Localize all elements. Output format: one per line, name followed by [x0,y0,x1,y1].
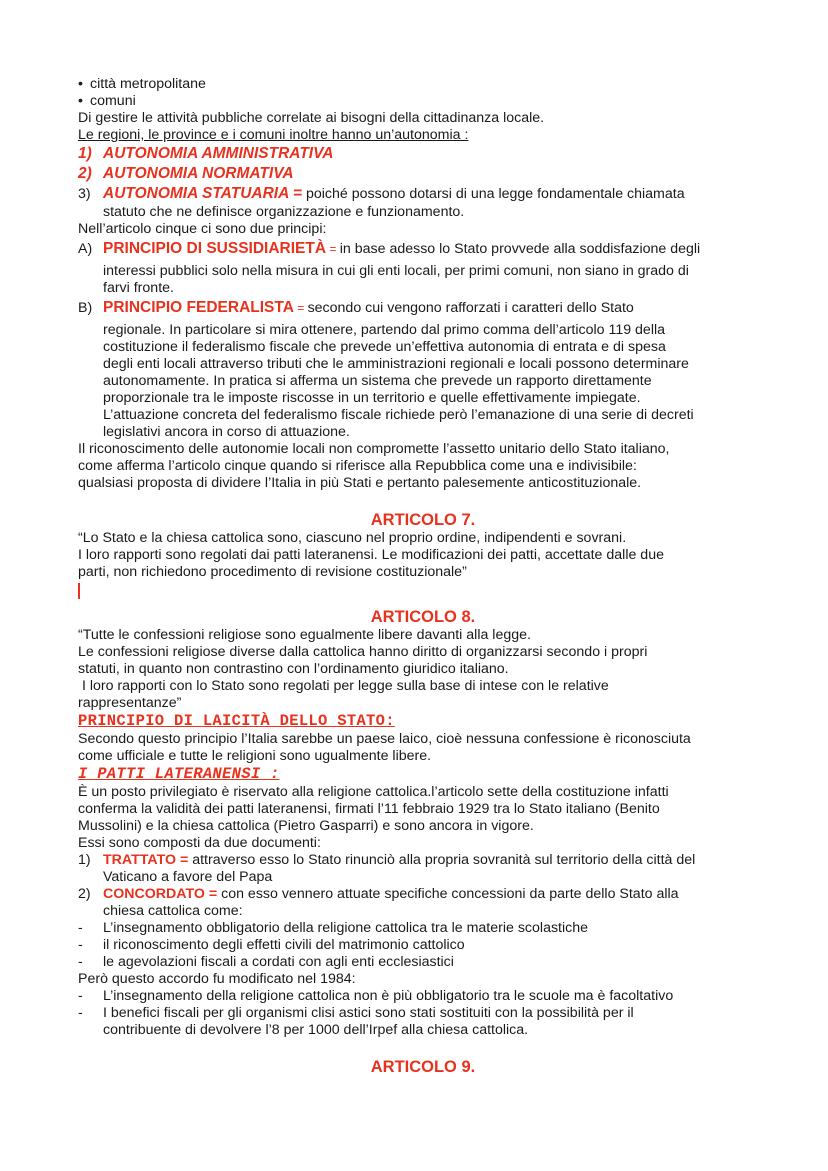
document-page [78,76,768,1077]
principle-text: proporzionale tra le imposte riscosse in un territorio e quelle effettivamente impiegate. [103,390,641,406]
principle-text: L’attuazione concreta del federalismo fiscale richiede però l’emanazione di una serie di decreti [103,407,694,423]
treaty-item-cont: Vaticano a favore del Papa [103,869,273,885]
article-text: statuti, in quanto non contrastino con l’ordinamento giuridico italiano. [78,661,509,677]
dash-item: - le agevolazioni fiscali a cordati con agli enti ecclesiastici [78,954,454,970]
principle-text: costituzione il federalismo fiscale che prevede un’effettiva autonomia di entrata e di spesa [103,339,666,355]
article-text: rappresentanze” [78,695,182,711]
article-9-heading: ARTICOLO 9. [370,1058,476,1076]
dash-item-cont: contribuente di devolvere l’8 per 1000 dell’Irpef alla chiesa cattolica. [103,1022,529,1038]
caret-icon [78,583,80,599]
paragraph: Secondo questo principio l’Italia sarebbe un paese laico, cioè nessuna confessione è riconosciuta [78,731,691,747]
principle-item: A) PRINCIPIO DI SUSSIDIARIETÀ = in base adesso lo Stato provvede alla soddisfazione degli [78,240,701,257]
dash-item: - il riconoscimento degli effetti civili del matrimonio cattolico [78,937,465,953]
dash-item: - L’insegnamento obbligatorio della religione cattolica tra le materie scolastiche [78,920,589,936]
paragraph: Mussolini) e la chiesa cattolica (Pietro Gasparri) e sono ancora in vigore. [78,818,534,834]
autonomy-item: 3) AUTONOMIA STATUARIA = poiché possono dotarsi di una legge fondamentale chiamata [78,185,685,202]
article-text: Le confessioni religiose diverse dalla cattolica hanno diritto di organizzarsi secondo i propri [78,644,648,660]
article-text: I loro rapporti sono regolati dai patti lateranensi. Le modificazioni dei patti, accettate dalle due [78,547,664,563]
principle-text: farvi fronte. [103,280,174,296]
treaty-item: 1) TRATTATO = attraverso esso lo Stato rinunciò alla propria sovranità sul territorio della città del [78,852,696,868]
patti-heading: I PATTI LATERANENSI : [78,765,280,783]
underlined-paragraph: Le regioni, le province e i comuni inoltre hanno un’autonomia : [78,127,469,143]
paragraph: È un posto privilegiato è riservato alla religione cattolica.l’articolo sette della costituzione infatti [78,784,669,800]
paragraph: Però questo accordo fu modificato nel 1984: [78,971,356,987]
article-8-heading: ARTICOLO 8. [370,608,476,626]
bullet-item: • città metropolitane [78,76,768,93]
autonomy-item: 1) AUTONOMIA AMMINISTRATIVA [78,145,334,162]
principle-text: legislativi ancora in corso di attuazione. [103,424,350,440]
article-text: parti, non richiedono procedimento di revisione costituzionale” [78,564,467,580]
dash-item: - L’insegnamento della religione cattolica non è più obbligatorio tra le scuole ma è facoltativo [78,988,674,1004]
autonomy-item: 2) AUTONOMIA NORMATIVA [78,165,294,182]
bullet-item: • comuni [78,93,768,110]
paragraph: conferma la validità dei patti lateranensi, firmati l’11 febbraio 1929 tra lo Stato italiano (Benito [78,801,660,817]
paragraph: Nell’articolo cinque ci sono due principi: [78,221,327,237]
concordat-item: 2) CONCORDATO = con esso vennero attuate specifiche concessioni da parte dello Stato alla [78,886,679,902]
autonomy-item-cont: statuto che ne definisce organizzazione e funzionamento. [103,204,465,220]
dash-item: - I benefici fiscali per gli organismi clisi astici sono stati sostituiti con la possibilità per il [78,1005,634,1021]
article-text: “Tutte le confessioni religiose sono egualmente libere davanti alla legge. [78,627,531,643]
principle-item: B) PRINCIPIO FEDERALISTA = secondo cui vengono rafforzati i caratteri dello Stato [78,299,634,316]
paragraph: Il riconoscimento delle autonomie locali non compromette l’assetto unitario dello Stato italiano, [78,441,670,457]
principle-text: degli enti locali attraverso tributi che le amministrazioni regionali e locali possono determinare [103,356,689,372]
paragraph: qualsiasi proposta di dividere l’Italia in più Stati e pertanto palesemente anticostituzionale. [78,475,642,491]
article-text: I loro rapporti con lo Stato sono regolati per legge sulla base di intese con le relative [78,678,609,694]
paragraph: come afferma l’articolo cinque quando si riferisce alla Repubblica come una e indivisibile: [78,458,637,474]
article-7-heading: ARTICOLO 7. [370,511,476,529]
article-text: “Lo Stato e la chiesa cattolica sono, ciascuno nel proprio ordine, indipendenti e sovrani. [78,530,627,546]
principle-text: autonomamente. In pratica si afferma un sistema che prevede un rapporto direttamente [103,373,652,389]
laicita-heading: PRINCIPIO DI LAICITÀ DELLO STATO: [78,712,395,730]
paragraph: Di gestire le attività pubbliche correlate ai bisogni della cittadinanza locale. [78,110,545,126]
concordat-item-cont: chiesa cattolica come: [103,903,243,919]
paragraph: Essi sono composti da due documenti: [78,835,321,851]
principle-text: interessi pubblici solo nella misura in cui gli enti locali, per primi comuni, non siano in grado di [103,263,689,279]
paragraph: come ufficiale e tutte le religioni sono ugualmente libere. [78,748,432,764]
principle-text: regionale. In particolare si mira ottenere, partendo dal primo comma dell’articolo 119 della [103,322,666,338]
text-cursor[interactable] [78,581,768,603]
